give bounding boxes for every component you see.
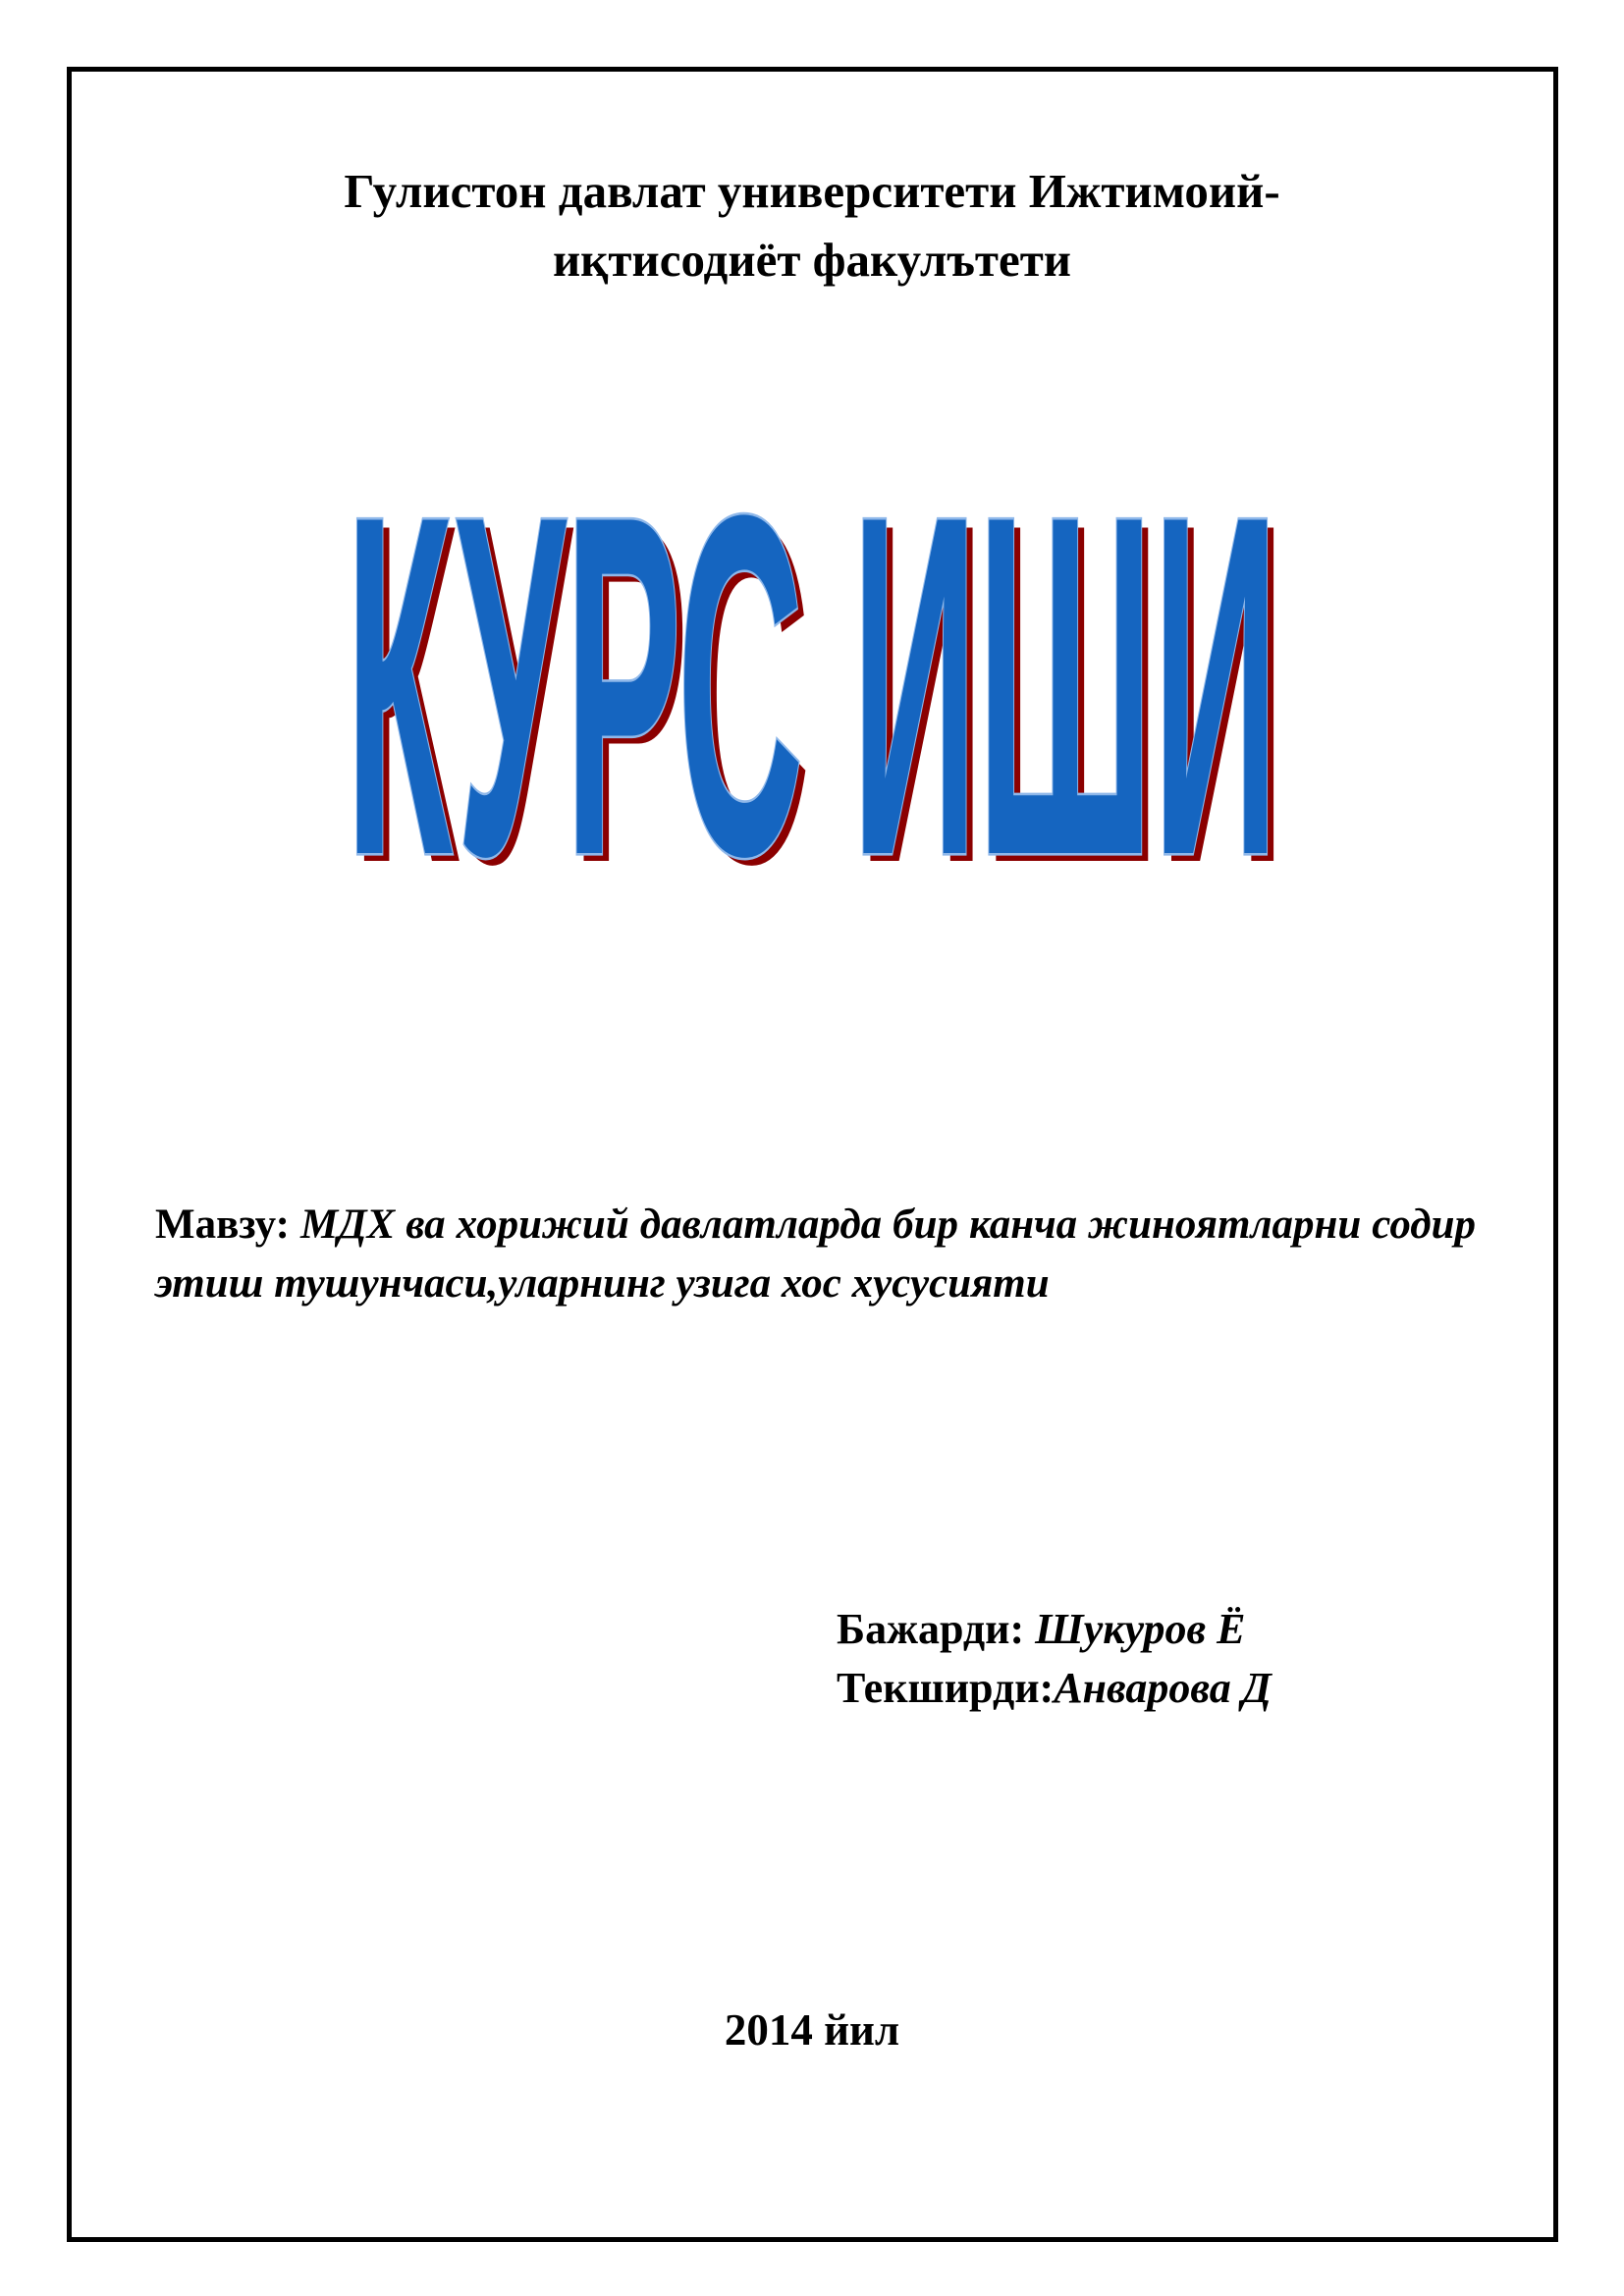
checked-by-label: Текширди: <box>837 1664 1055 1712</box>
topic-block <box>155 1196 1476 1313</box>
title-shadow: КУРС ИШИ <box>352 456 1285 888</box>
university-line-2: иқтисодиёт факулътети <box>552 233 1072 287</box>
performed-by-label: Бажарди: <box>837 1605 1025 1653</box>
title-text: КУРС ИШИ <box>345 456 1278 888</box>
page-border <box>67 67 1558 2242</box>
checked-by-name: Анварова Д <box>1054 1664 1272 1712</box>
performed-by-name: Шукуров Ё <box>1035 1605 1246 1653</box>
checked-by-row <box>837 1659 1426 1718</box>
document-title <box>295 456 1329 888</box>
university-line-1: Гулистон давлат университети Ижтимоий- <box>344 164 1280 218</box>
signature-block <box>837 1600 1426 1718</box>
topic-text: МДХ ва хорижий давлатларда бир канча жиноятларни содир этиш тушунчаси,уларнинг узига хос хусусияти <box>155 1201 1476 1307</box>
university-heading <box>157 157 1467 294</box>
year-footer: 2014 йил <box>724 2005 900 2055</box>
topic-label: Мавзу: <box>155 1201 290 1248</box>
title-wordart <box>295 456 1329 888</box>
performed-by-row <box>837 1600 1426 1659</box>
